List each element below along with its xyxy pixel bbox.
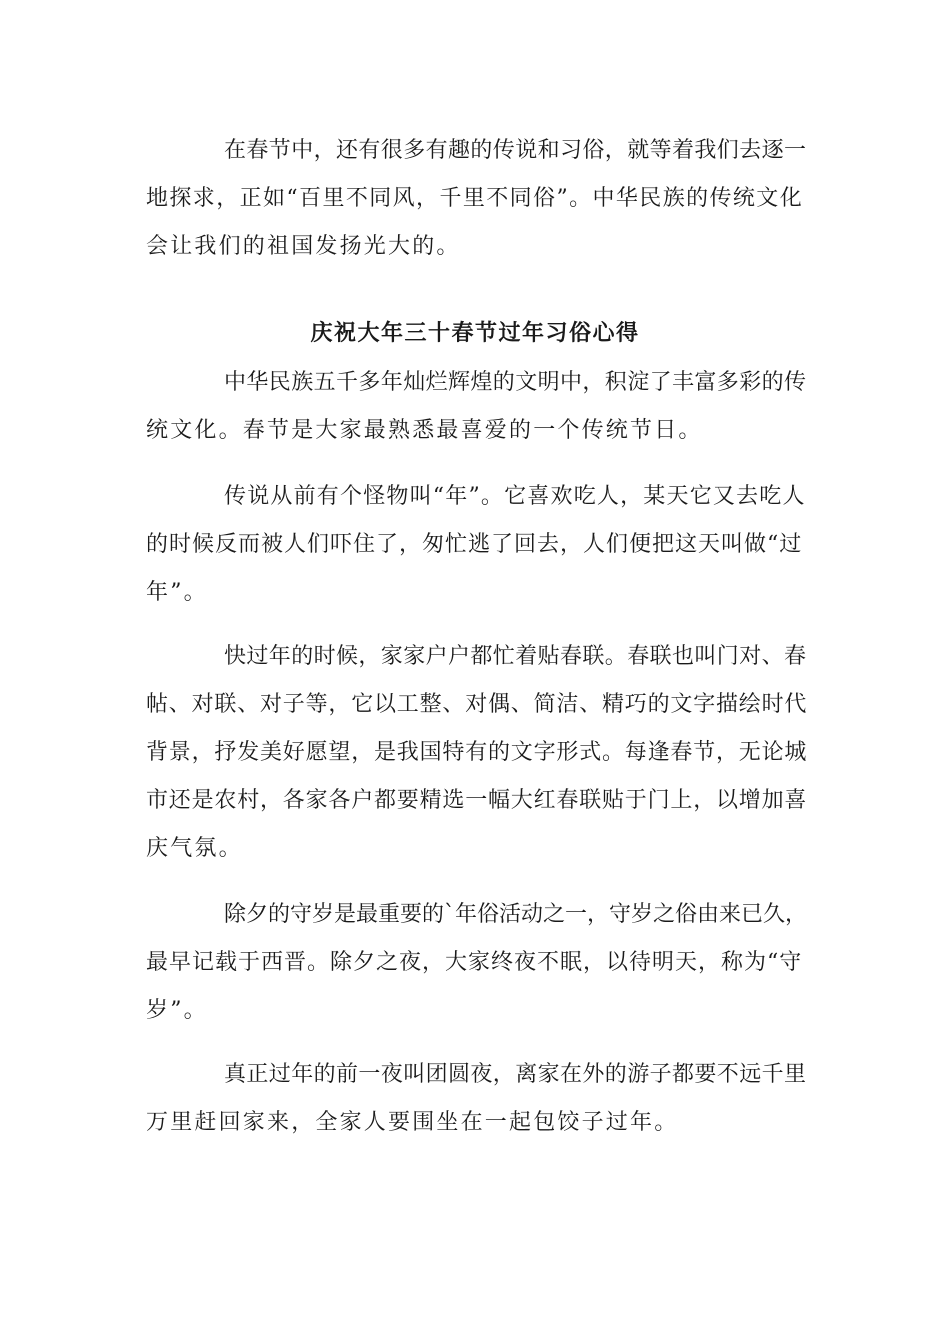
paragraph-line: 的时候反而被人们吓住了，匆忙逃了回去，人们便把这天叫做“过 <box>146 532 803 557</box>
paragraph-line: 背景，抒发美好愿望，是我国特有的文字形式。每逢春节，无论城 <box>146 740 808 765</box>
paragraph-line: 在春节中，还有很多有趣的传说和习俗，就等着我们去逐一 <box>224 138 807 163</box>
document-title: 庆祝大年三十春节过年习俗心得 <box>310 320 640 346</box>
paragraph-line: 万里赶回家来，全家人要围坐在一起包饺子过年。 <box>146 1110 679 1135</box>
paragraph-line: 真正过年的前一夜叫团圆夜，离家在外的游子都要不远千里 <box>224 1062 807 1087</box>
paragraph-line: 传说从前有个怪物叫“年”。它喜欢吃人，某天它又去吃人 <box>224 484 806 509</box>
paragraph-line: 地探求，正如“百里不同风，千里不同俗”。中华民族的传统文化 <box>146 186 804 211</box>
paragraph-line: 会让我们的祖国发扬光大的。 <box>146 234 461 259</box>
paragraph-line: 庆气氛。 <box>146 836 243 861</box>
paragraph-line: 中华民族五千多年灿烂辉煌的文明中，积淀了丰富多彩的传 <box>224 370 807 395</box>
paragraph-line: 帖、对联、对子等，它以工整、对偶、简洁、精巧的文字描绘时代 <box>146 692 808 717</box>
paragraph-line: 岁”。 <box>146 998 208 1023</box>
paragraph-line: 市还是农村，各家各户都要精选一幅大红春联贴于门上，以增加喜 <box>146 788 808 813</box>
paragraph-line: 快过年的时候，家家户户都忙着贴春联。春联也叫门对、春 <box>224 644 807 669</box>
paragraph-line: 年”。 <box>146 580 208 605</box>
paragraph-line: 统文化。春节是大家最熟悉最喜爱的一个传统节日。 <box>146 418 703 443</box>
paragraph-line: 除夕的守岁是最重要的`年俗活动之一，守岁之俗由来已久， <box>224 902 808 927</box>
paragraph-line: 最早记载于西晋。除夕之夜，大家终夜不眠，以待明天，称为“守 <box>146 950 803 975</box>
